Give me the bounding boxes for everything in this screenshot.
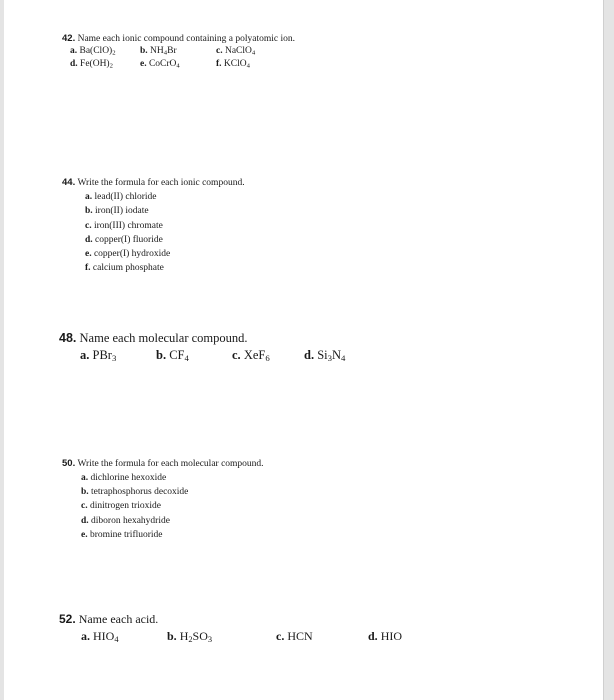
- answer-row: [81, 628, 403, 645]
- list-item: d. copper(I) fluoride: [85, 234, 163, 245]
- formula: NaClO$_4$: [224, 46, 256, 57]
- problem-number: 48.: [59, 331, 77, 345]
- item-b: b. $H_2SO_3$: [167, 629, 213, 645]
- formula: $NH_4Br$: [150, 46, 177, 57]
- answer-row: [70, 58, 295, 71]
- item-label: f.: [216, 59, 222, 69]
- formula: CoCrO$_4$: [148, 59, 180, 70]
- formula: $Fe(OH)_2$: [80, 59, 113, 70]
- formula: $CF_4$: [169, 348, 189, 364]
- problem-50: [62, 457, 264, 542]
- list-item: c. dinitrogen trioxide: [81, 501, 161, 512]
- problem-48: [59, 329, 346, 364]
- item-list: [85, 190, 245, 276]
- formula: XeF$_6$: [243, 348, 270, 364]
- item-e: [140, 58, 180, 71]
- problem-44: [62, 176, 245, 276]
- formula: $Si_3N_4$: [317, 348, 346, 364]
- problem-42: [62, 33, 295, 71]
- problem-number: 42.: [62, 33, 76, 44]
- problem-heading: [62, 33, 295, 45]
- problem-prompt: Write the formula for each molecular compound.: [77, 459, 264, 469]
- list-item: e. copper(I) hydroxide: [85, 249, 171, 260]
- list-item: f. calcium phosphate: [85, 263, 164, 274]
- formula: KClO$_4$: [223, 59, 250, 70]
- problem-52: [59, 610, 403, 645]
- item-label: c.: [216, 46, 223, 56]
- problem-heading: [59, 329, 248, 347]
- item-a: a. $HIO_4$: [81, 629, 119, 645]
- item-c: [216, 45, 255, 58]
- item-d: d. $Si_3N_4$: [304, 348, 346, 364]
- item-b: b. $CF_4$: [156, 348, 189, 364]
- problem-prompt: Name each acid.: [78, 612, 159, 626]
- problem-heading: [62, 457, 264, 471]
- formula: $HIO_4$: [93, 629, 119, 645]
- item-f: [216, 58, 250, 71]
- item-d: d. HIO: [368, 629, 403, 643]
- item-a: a. PBr$_3$: [80, 348, 117, 364]
- problem-number: 50.: [62, 458, 76, 469]
- problem-prompt: Name each molecular compound.: [79, 331, 248, 345]
- item-label: d.: [70, 59, 78, 69]
- problem-heading: [62, 176, 245, 190]
- item-b: [140, 45, 177, 58]
- formula: PBr$_3$: [92, 348, 117, 364]
- problem-prompt: Write the formula for each ionic compound.: [77, 178, 245, 188]
- list-item: b. tetraphosphorus decoxide: [81, 487, 189, 498]
- list-item: e. bromine trifluoride: [81, 529, 163, 540]
- answer-row: [70, 45, 295, 58]
- worksheet-page: [4, 0, 604, 700]
- problem-heading: [59, 610, 158, 628]
- list-item: b. iron(II) iodate: [85, 206, 149, 217]
- list-item: a. dichlorine hexoxide: [81, 473, 167, 483]
- item-c: c. XeF$_6$: [232, 348, 270, 364]
- list-item: a. lead(II) chloride: [85, 192, 157, 202]
- item-c: c. HCN: [276, 629, 313, 643]
- item-label: b.: [140, 46, 148, 56]
- item-d: [70, 58, 113, 71]
- formula: HCN: [287, 629, 313, 643]
- item-label: e.: [140, 59, 147, 69]
- problem-number: 44.: [62, 177, 76, 188]
- list-item: c. iron(III) chromate: [85, 220, 163, 231]
- item-list: [81, 471, 264, 542]
- item-label: a.: [70, 46, 78, 56]
- list-item: d. diboron hexahydride: [81, 515, 170, 526]
- formula: HIO: [380, 629, 403, 643]
- problem-prompt: Name each ionic compound containing a polyatomic ion.: [77, 34, 295, 44]
- formula: $H_2SO_3$: [179, 629, 213, 645]
- formula: $Ba(ClO)_2$: [79, 46, 116, 57]
- item-a: [70, 45, 116, 58]
- problem-number: 52.: [59, 612, 76, 626]
- answer-row: [80, 347, 346, 364]
